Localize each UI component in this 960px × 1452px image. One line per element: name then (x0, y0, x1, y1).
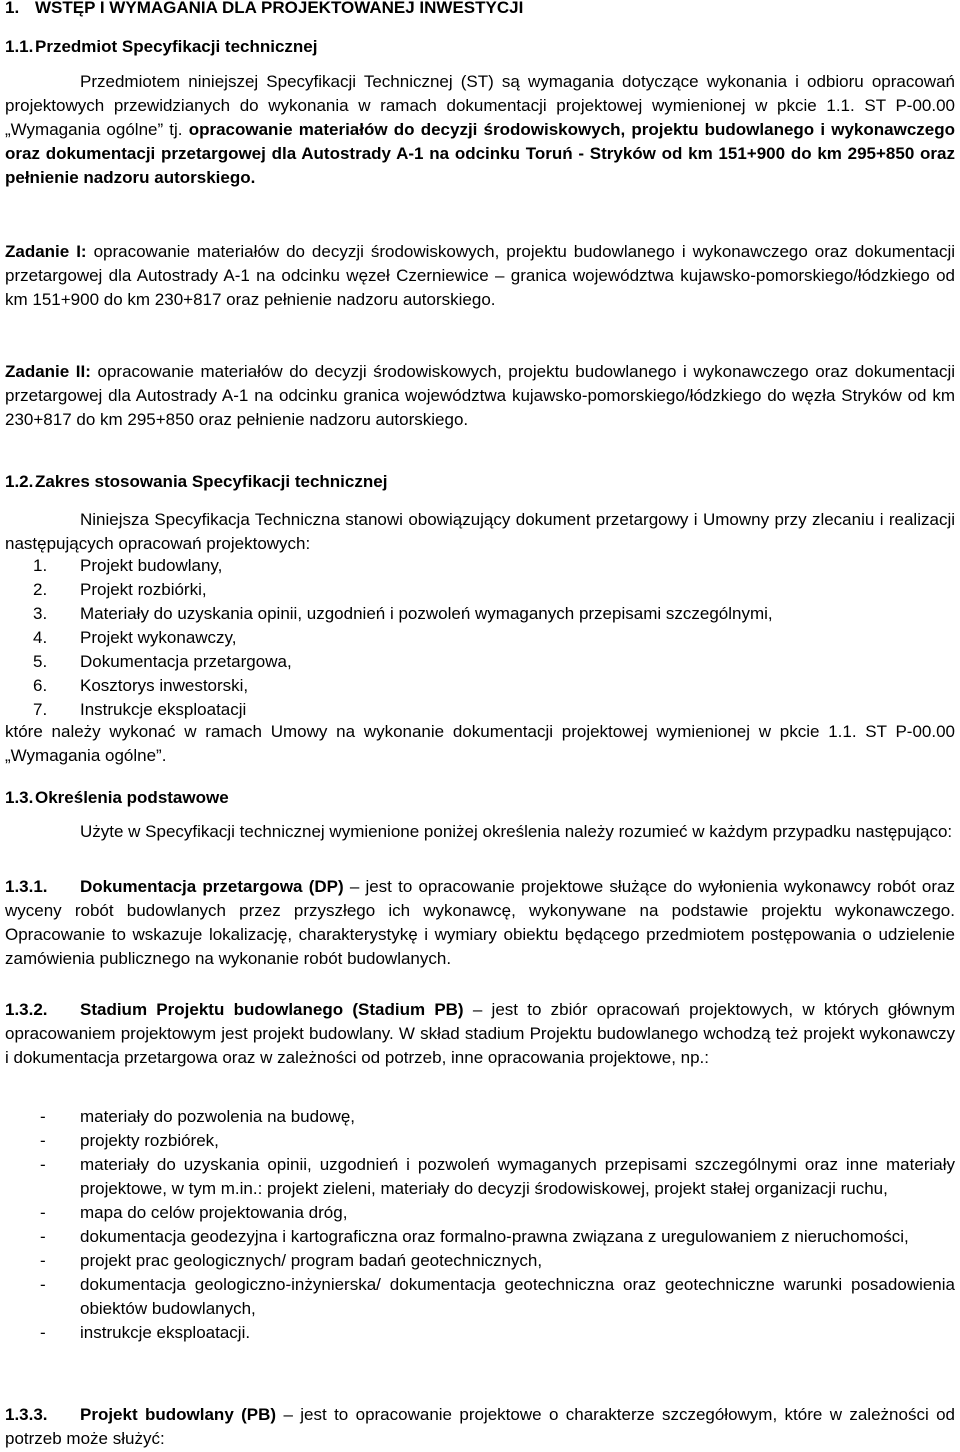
section-1-1-intro (5, 70, 955, 190)
definition-number: 1.3.1. (5, 877, 48, 896)
section-1-3-heading (5, 786, 229, 810)
list-bullet: - (40, 1203, 46, 1222)
list-item (5, 650, 955, 674)
task-2-paragraph (5, 360, 955, 432)
definition-text: – jest to zbiór opracowań projektowych, w których głównym opracowaniem projektowym jest projekt budowlany. W skład stadium Projektu budowlanego wchodzą też projekt wykonawczy i dokumentacja przetargowa oraz w zależności od potrzeb, inne opracowania projektowe, np.: (5, 1000, 955, 1067)
section-1-3-title: Określenia podstawowe (35, 788, 229, 807)
list-item-number: 5. (33, 652, 48, 671)
list-bullet: - (40, 1275, 46, 1294)
list-item-text: Kosztorys inwestorski, (80, 676, 249, 695)
list-item-text: materiały do uzyskania opinii, uzgodnień i pozwoleń wymaganych przepisami szczególnymi oraz inne materiały projektowe, w tym m.in.: projekt zieleni, materiały do decyzji środowiskowej, projekt stałej organizacji ruchu, (80, 1155, 955, 1198)
definition-number: 1.3.2. (5, 1000, 48, 1019)
task-1-paragraph (5, 240, 955, 312)
definition-number: 1.3.3. (5, 1405, 48, 1424)
task-1-label: Zadanie I: (5, 242, 87, 261)
section-1-3-intro (5, 820, 955, 844)
list-item (5, 674, 955, 698)
list-item-text: Projekt budowlany, (80, 556, 223, 575)
section-1-number: 1. (5, 0, 20, 17)
section-1-2-intro-text: Niniejsza Specyfikacja Techniczna stanowi obowiązujący dokument przetargowy i Umowny przy zlecaniu i realizacji następujących opracowań projektowych: (5, 510, 955, 553)
list-item (5, 1225, 955, 1249)
list-bullet: - (40, 1251, 46, 1270)
definition-text: – jest to opracowanie projektowe o charakterze szczegółowym, które w zależności od potrzeb może służyć: (5, 1405, 955, 1448)
list-item-text: mapa do celów projektowania dróg, (80, 1203, 348, 1222)
definition-1-3-2 (5, 998, 955, 1070)
section-1-3-intro-text: Użyte w Specyfikacji technicznej wymienione poniżej określenia należy rozumieć w każdym przypadku następująco: (80, 822, 953, 841)
section-1-3-number: 1.3. (5, 788, 34, 807)
list-item (5, 1129, 955, 1153)
list-bullet: - (40, 1131, 46, 1150)
list-item-text: Materiały do uzyskania opinii, uzgodnień i pozwoleń wymaganych przepisami szczególnymi, (80, 604, 773, 623)
list-item-text: Projekt wykonawczy, (80, 628, 237, 647)
list-item-text: instrukcje eksploatacji. (80, 1323, 251, 1342)
section-1-2-heading (5, 470, 387, 494)
definition-text: – jest to opracowanie projektowe służące do wyłonienia wykonawcy robót oraz wyceny robót budowlanych przez przyszłego ich wykonawcę, wykonywane na podstawie projektu wykonawczego. Opracowanie to wskazuje lokalizację, charakterystykę i wymiary obiektu będącego przedmiotem postępowania o udzielenie zamówienia publicznego na wykonanie robót budowlanych. (5, 877, 955, 968)
definition-term: Dokumentacja przetargowa (DP) (80, 877, 344, 896)
section-1-1-title: Przedmiot Specyfikacji technicznej (35, 37, 318, 56)
task-2-text: opracowanie materiałów do decyzji środowiskowych, projektu budowlanego i wykonawczego oraz dokumentacji przetargowej dla Autostrady A-1 na odcinku granica województwa kujawsko-pomorskiego/łódzkiego do węzła Stryków od km 230+817 do km 295+850 oraz pełnienie nadzoru autorskiego. (5, 362, 955, 429)
definition-1-3-1 (5, 875, 955, 971)
pb-components-list (5, 1105, 955, 1345)
list-item-text: projekty rozbiórek, (80, 1131, 219, 1150)
list-item-number: 1. (33, 556, 48, 575)
list-bullet: - (40, 1227, 46, 1246)
definition-term: Projekt budowlany (PB) (80, 1405, 277, 1424)
task-2-label: Zadanie II: (5, 362, 91, 381)
list-item-number: 6. (33, 676, 48, 695)
section-1-2-intro (5, 508, 955, 556)
list-item (5, 1201, 955, 1225)
section-1-2-number: 1.2. (5, 472, 34, 491)
list-item-text: dokumentacja geologiczno-inżynierska/ dokumentacja geotechniczna oraz geotechniczne warunki posadowienia obiektów budowlanych, (80, 1275, 955, 1318)
list-bullet: - (40, 1107, 46, 1126)
list-item (5, 554, 955, 578)
list-item (5, 1249, 955, 1273)
list-item-number: 7. (33, 700, 48, 719)
list-item-text: Dokumentacja przetargowa, (80, 652, 292, 671)
list-item-text: materiały do pozwolenia na budowę, (80, 1107, 356, 1126)
task-1-text: opracowanie materiałów do decyzji środowiskowych, projektu budowlanego i wykonawczego oraz dokumentacji przetargowej dla Autostrady A-1 na odcinku węzeł Czerniewice – granica województwa kujawsko-pomorskiego/łódzkiego od km 151+900 do km 230+817 oraz pełnienie nadzoru autorskiego. (5, 242, 955, 309)
section-1-1-heading (5, 35, 317, 59)
intro-plain-text: Przedmiotem niniejszej Specyfikacji Technicznej (ST) są wymagania dotyczące wykonania i odbioru opracowań projektowych przewidzianych do wykonania w ramach dokumentacji projektowej wymienionej w pkcie 1.1. ST P-00.00 „Wymagania ogólne” tj. (5, 72, 955, 139)
section-1-1-number: 1.1. (5, 37, 34, 56)
intro-bold-text: opracowanie materiałów do decyzji środowiskowych, projektu budowlanego i wykonawczego oraz dokumentacji przetargowej dla Autostrady A-1 na odcinku Toruń - Stryków od km 151+900 do km 295+850 oraz pełnienie nadzoru autorskiego. (5, 120, 955, 187)
list-item-text: projekt prac geologicznych/ program badań geotechnicznych, (80, 1251, 543, 1270)
list-item-text: Instrukcje eksploatacji (80, 700, 247, 719)
scope-list (5, 554, 955, 722)
list-item (5, 602, 955, 626)
list-item (5, 578, 955, 602)
list-bullet: - (40, 1323, 46, 1342)
list-item-text: Projekt rozbiórki, (80, 580, 207, 599)
definition-term: Stadium Projektu budowlanego (Stadium PB) (80, 1000, 464, 1019)
list-item (5, 626, 955, 650)
list-item-number: 2. (33, 580, 48, 599)
list-item (5, 1153, 955, 1201)
list-item-text: dokumentacja geodezyjna i kartograficzna oraz formalno-prawna związana z uregulowaniem z nieruchomości, (80, 1227, 909, 1246)
list-item-number: 3. (33, 604, 48, 623)
list-item (5, 1273, 955, 1321)
list-bullet: - (40, 1155, 46, 1174)
section-1-title: WSTĘP I WYMAGANIA DLA PROJEKTOWANEJ INWESTYCJI (35, 0, 524, 17)
list-item-number: 4. (33, 628, 48, 647)
section-1-2-outro-text: które należy wykonać w ramach Umowy na wykonanie dokumentacji projektowej wymienionej w pkcie 1.1. ST P-00.00 „Wymagania ogólne”. (5, 722, 955, 765)
list-item (5, 1105, 955, 1129)
definition-1-3-3 (5, 1403, 955, 1451)
section-1-2-title: Zakres stosowania Specyfikacji technicznej (35, 472, 388, 491)
list-item (5, 1321, 955, 1345)
section-1-heading (5, 0, 523, 20)
section-1-2-outro (5, 720, 955, 768)
list-item (5, 698, 955, 722)
